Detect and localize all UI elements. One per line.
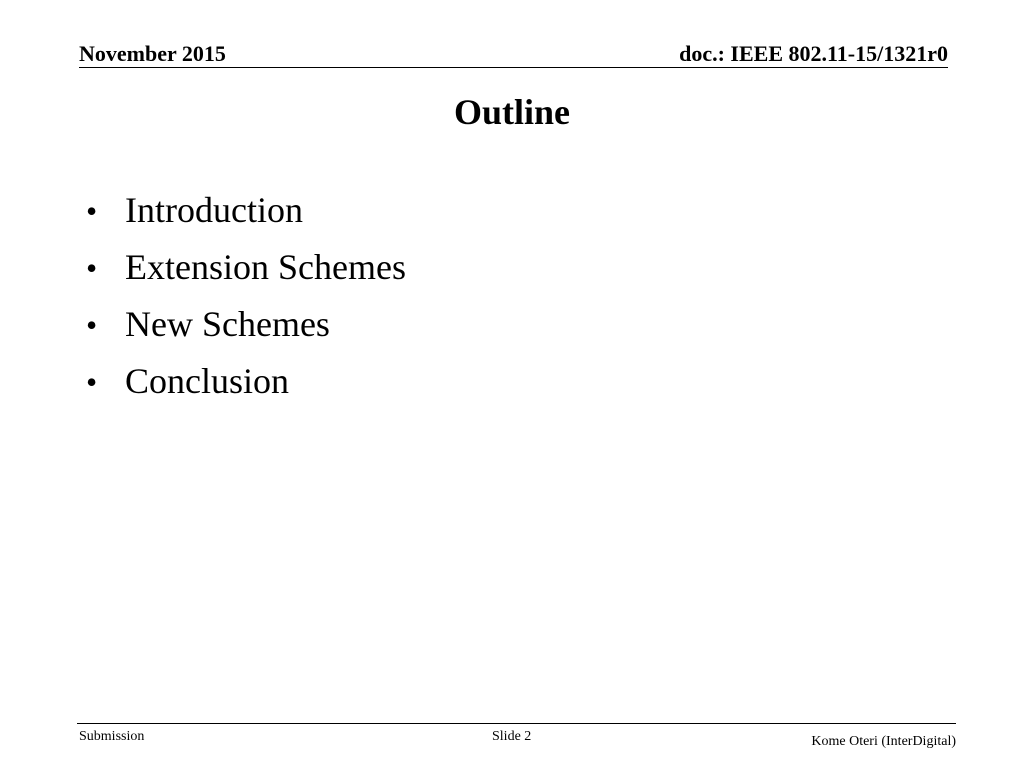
bullet-item	[86, 243, 406, 300]
footer-slide-number: Slide 2	[492, 729, 532, 744]
footer-author: Kome Oteri (InterDigital)	[811, 734, 956, 749]
bullet-item	[86, 186, 406, 243]
header-doc-id: doc.: IEEE 802.11-15/1321r0	[679, 41, 948, 66]
footer-submission: Submission	[79, 729, 145, 744]
header-divider	[79, 67, 948, 68]
bullet-item	[86, 357, 406, 414]
bullet-dot-icon: •	[86, 250, 98, 286]
footer-divider	[77, 723, 956, 724]
bullet-dot-icon: •	[86, 364, 98, 400]
bullet-dot-icon: •	[86, 307, 98, 343]
header-date: November 2015	[79, 41, 226, 66]
bullet-list	[86, 186, 406, 414]
bullet-text: Introduction	[125, 190, 303, 230]
bullet-text: New Schemes	[125, 304, 330, 344]
bullet-text: Conclusion	[125, 361, 290, 401]
bullet-dot-icon: •	[86, 193, 98, 229]
bullet-text: Extension Schemes	[125, 247, 406, 287]
bullet-item	[86, 300, 406, 357]
slide-title: Outline	[453, 92, 570, 132]
